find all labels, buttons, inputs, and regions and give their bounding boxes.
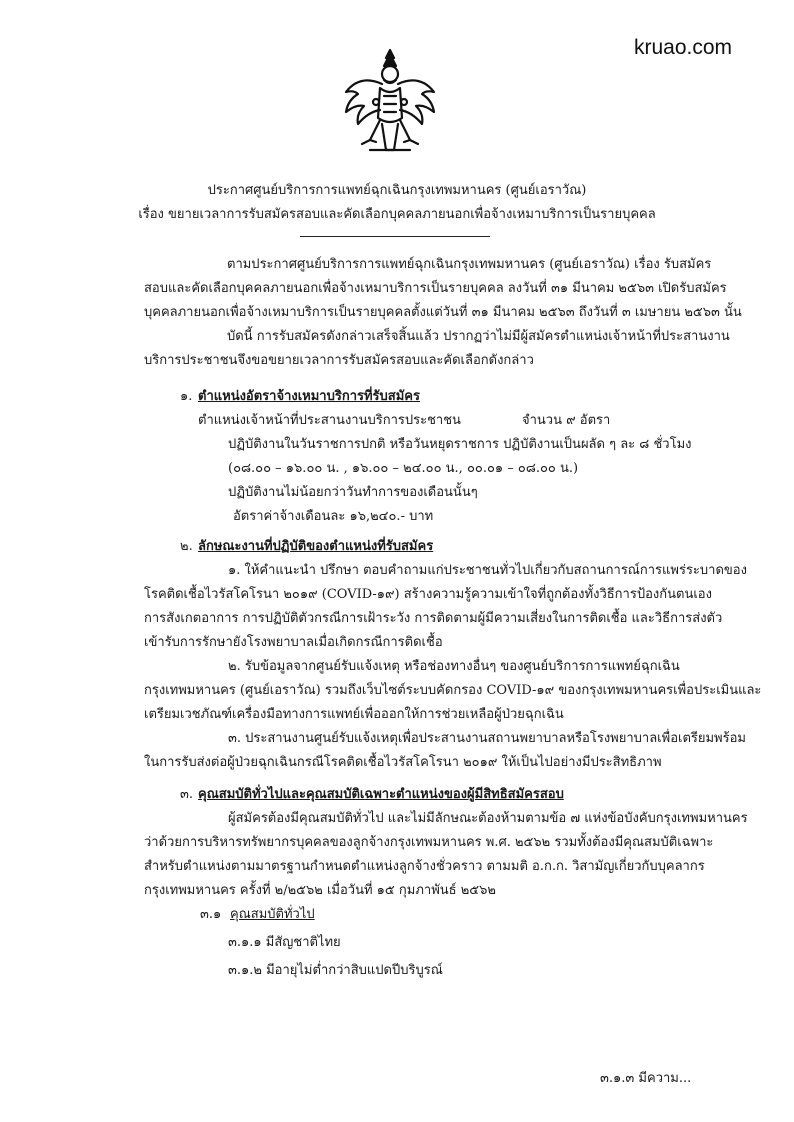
page-continuation: ๓.๑.๓ มีความ... <box>600 1071 692 1086</box>
subsection-3-1-number: ๓.๑ <box>200 907 222 922</box>
section-2-line: กรุงเทพมหานคร (ศูนย์เอราวัณ) รวมถึงเว็บไซต์ระบบคัดกรอง COVID-๑๙ ของกรุงเทพมหานครเพื่อประเมินและ <box>144 683 762 698</box>
section-1-line: (๐๘.๐๐ – ๑๖.๐๐ น. , ๑๖.๐๐ – ๒๔.๐๐ น., ๐๐.๐๑ – ๐๘.๐๐ น.) <box>228 461 579 476</box>
section-2-heading: ลักษณะงานที่ปฏิบัติของตำแหน่งที่รับสมัคร <box>198 539 434 554</box>
document-title: ประกาศศูนย์บริการการแพทย์ฉุกเฉินกรุงเทพมหานคร (ศูนย์เอราวัณ) <box>207 183 587 198</box>
intro-line: ตามประกาศศูนย์บริการการแพทย์ฉุกเฉินกรุงเทพมหานคร (ศูนย์เอราวัณ) เรื่อง รับสมัคร <box>227 257 712 272</box>
qualification-item: ๓.๑.๒ มีอายุไม่ต่ำกว่าสิบแปดปีบริบูรณ์ <box>228 963 443 978</box>
section-2-line: ๓. ประสานงานศูนย์รับแจ้งเหตุเพื่อประสานงานสถานพยาบาลหรือโรงพยาบาลเพื่อเตรียมพร้อม <box>228 731 746 746</box>
position-quota: จำนวน ๙ อัตรา <box>522 413 611 428</box>
section-2-line: โรคติดเชื้อไวรัสโคโรนา ๒๐๑๙ (COVID-๑๙) สร้างความรู้ความเข้าใจที่ถูกต้องทั้งวิธีการป้องกันตนเอง <box>144 587 712 602</box>
section-1-heading: ตำแหน่งอัตราจ้างเหมาบริการที่รับสมัคร <box>198 389 420 404</box>
subsection-3-1-heading: คุณสมบัติทั่วไป <box>230 907 315 922</box>
section-3-line: ว่าด้วยการบริหารทรัพยากรบุคคลของลูกจ้างกรุงเทพมหานคร พ.ศ. ๒๕๖๒ รวมทั้งต้องมีคุณสมบัติเฉพาะ <box>144 835 714 850</box>
intro-line: บัดนี้ การรับสมัครดังกล่าวเสร็จสิ้นแล้ว ปรากฏว่าไม่มีผู้สมัครตำแหน่งเจ้าหน้าที่ประสานงาน <box>227 329 730 344</box>
section-2-line: เตรียมเวชภัณฑ์เครื่องมือทางการแพทย์เพื่อออกให้การช่วยเหลือผู้ป่วยฉุกเฉิน <box>144 707 564 722</box>
section-1-line: ปฏิบัติงานในวันราชการปกติ หรือวันหยุดราชการ ปฏิบัติงานเป็นผลัด ๆ ละ ๘ ชั่วโมง <box>228 437 692 452</box>
section-3-line: กรุงเทพมหานคร ครั้งที่ ๒/๒๕๖๒ เมื่อวันที่ ๑๕ กุมภาพันธ์ ๒๕๖๒ <box>144 883 496 898</box>
section-3-line: ผู้สมัครต้องมีคุณสมบัติทั่วไป และไม่มีลักษณะต้องห้ามตามข้อ ๗ แห่งข้อบังคับกรุงเทพมหานคร <box>228 811 748 826</box>
garuda-emblem-icon <box>340 44 440 158</box>
section-3-line: สำหรับตำแหน่งตามมาตรฐานกำหนดตำแหน่งลูกจ้างชั่วคราว ตามมติ อ.ก.ก. วิสามัญเกี่ยวกับบุคลากร <box>144 859 705 874</box>
section-2-line: ๒. รับข้อมูลจากศูนย์รับแจ้งเหตุ หรือช่องทางอื่นๆ ของศูนย์บริการการแพทย์ฉุกเฉิน <box>228 659 680 674</box>
intro-line: บริการประชาชนจึงขอขยายเวลาการรับสมัครสอบและคัดเลือกดังกล่าว <box>144 353 534 368</box>
intro-line: บุคคลภายนอกเพื่อจ้างเหมาบริการเป็นรายบุคคลตั้งแต่วันที่ ๓๑ มีนาคม ๒๕๖๓ ถึงวันที่ ๓ เมษายน ๒๕๖๓ นั้น <box>144 305 742 320</box>
title-divider <box>300 236 490 237</box>
intro-line: สอบและคัดเลือกบุคคลภายนอกเพื่อจ้างเหมาบริการเป็นรายบุคคล ลงวันที่ ๓๑ มีนาคม ๒๕๖๓ เปิดรับสมัคร <box>144 281 727 296</box>
position-name: ตำแหน่งเจ้าหน้าที่ประสานงานบริการประชาชน <box>198 413 461 428</box>
section-1-number: ๑. <box>180 389 193 404</box>
section-2-line: การสังเกตอาการ การปฏิบัติตัวกรณีการเฝ้าระวัง การติดตามผู้มีความเสี่ยงในการติดเชื้อ และวิธีการส่งตัว <box>144 611 723 626</box>
section-2-number: ๒. <box>180 539 193 554</box>
qualification-item: ๓.๑.๑ มีสัญชาติไทย <box>228 935 341 950</box>
section-2-line: ๑. ให้คำแนะนำ ปรึกษา ตอบคำถามแก่ประชาชนทั่วไปเกี่ยวกับสถานการณ์การแพร่ระบาดของ <box>228 563 747 578</box>
section-2-line: ในการรับส่งต่อผู้ป่วยฉุกเฉินกรณีโรคติดเชื้อไวรัสโคโรนา ๒๐๑๙ ให้เป็นไปอย่างมีประสิทธิภาพ <box>144 755 662 770</box>
document-subject: เรื่อง ขยายเวลาการรับสมัครสอบและคัดเลือกบุคคลภายนอกเพื่อจ้างเหมาบริการเป็นรายบุคคล <box>138 207 656 222</box>
watermark: kruao.com <box>634 36 733 59</box>
section-2-line: เข้ารับการรักษายังโรงพยาบาลเมื่อเกิดกรณีการติดเชื้อ <box>144 635 443 650</box>
section-1-line: ปฏิบัติงานไม่น้อยกว่าวันทำการของเดือนนั้นๆ <box>228 485 478 500</box>
section-1-line: อัตราค่าจ้างเดือนละ ๑๖,๒๔๐.- บาท <box>233 509 434 524</box>
section-3-number: ๓. <box>180 787 194 802</box>
section-3-heading: คุณสมบัติทั่วไปและคุณสมบัติเฉพาะตำแหน่งของผู้มีสิทธิสมัครสอบ <box>198 787 564 802</box>
